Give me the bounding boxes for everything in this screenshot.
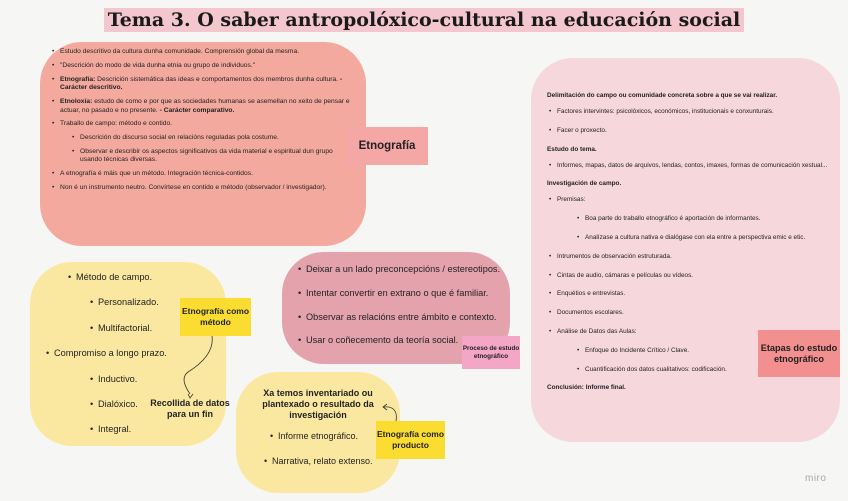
list-item: • Deixar a un lado preconcepcións / estereotipos. — [306, 264, 510, 275]
producto-heading: Xa temos inventariado ou plantexado o resultado da investigación — [262, 388, 374, 420]
list-item: • Método de campo. — [76, 272, 226, 283]
list-item: • Integral. — [98, 424, 226, 435]
list-item: • Boa parte do traballo etnográfico é aportación de informantes. — [585, 215, 830, 223]
term-label: Etnografía: — [60, 75, 98, 83]
list-item: • Cintas de audio, cámaras e películas ou vídeos. — [557, 272, 830, 280]
list-item: • Narrativa, relato extenso. — [272, 456, 392, 467]
stage-heading: Delimitación do campo ou comunidade concreta sobre a que se vai realizar. — [547, 92, 778, 99]
list-item: • Analízase a cultura nativa e dialógase con ela entre a perspectiva emic e etic. — [585, 234, 830, 242]
list-item: • Documentos escolares. — [557, 309, 830, 317]
list-item: • Multifactorial. — [98, 323, 226, 334]
stage-heading: Conclusión: Informe final. — [547, 384, 626, 392]
list-item: • Enfoque do Incidente Crítico / Clave. — [585, 347, 830, 355]
item-text: A etnografía é máis que un método. Integración técnica-contidos. — [60, 170, 253, 178]
list-item: • Enquétios e entrevistas. — [557, 290, 830, 298]
item-text: estudo de como e por que as sociedades humanas se asemellan no xeito de pensar e actuar, no pasado e no presente. — [60, 97, 350, 114]
list-item: • Dialóxico. — [98, 399, 226, 410]
item-text: Traballo de campo: método e contido. — [60, 120, 173, 128]
list-item: • Usar o coñecemento da teoría social. — [306, 335, 510, 346]
list-item: • Inductivo. — [98, 374, 226, 385]
sticky-etnografia[interactable]: Etnografía — [346, 127, 428, 165]
page-title: Tema 3. O saber antropolóxico-cultural na educación social — [104, 8, 745, 32]
miro-watermark: miro — [805, 473, 827, 484]
list-item: • Facer o proxecto. — [557, 127, 830, 135]
item-text: Descrición sistemática das ideas e comportamentos dos membros dunha cultura. — [97, 75, 340, 83]
item-emphasis: - Carácter comparativo. — [159, 106, 235, 114]
stage-heading: Investigación de campo. — [547, 180, 622, 188]
list-item: • Intentar convertir en extrano o que é familiar. — [306, 288, 510, 299]
sticky-producto[interactable]: Etnografía como producto — [376, 421, 445, 459]
item-text: Non é un instrumento neutro. Convírtese en contido e método (observador / investigador). — [60, 184, 327, 192]
list-item: • Cuantificación dos datos cualitativos: codificación. — [585, 366, 830, 374]
list-item: • Observar as relacións entre ámbito e contexto. — [306, 312, 510, 323]
list-item: • Análise de Datos das Aulas: — [557, 328, 830, 336]
list-item: • Informes, mapas, datos de arquivos, lendas, contos, imaxes, formas de comunicación xestual... — [557, 162, 830, 170]
list-item: • Personalizado. — [98, 297, 226, 308]
list-item: • Premisas: — [557, 196, 830, 204]
list-item: • Informe etnográfico. — [278, 431, 392, 442]
recollida-note: Recollida de datos para un fin — [150, 398, 230, 419]
connector-arrow — [184, 336, 212, 394]
sticky-proceso[interactable]: Proceso de estudo etnográfico — [462, 336, 520, 369]
list-item: • Factores intervintes: psicolóxicos, económicos, institucionais e conxunturais. — [557, 108, 830, 116]
arrow-head — [188, 394, 193, 398]
item-text: "Descrición do modo de vida dunha etnia ou grupo de individuos." — [60, 61, 256, 69]
stage-heading: Estudo do tema. — [547, 145, 597, 153]
item-text: Descrición do discurso social en relacións reguladas pola costume. — [80, 134, 279, 142]
item-text: Estudo descritivo da cultura dunha comunidade. Comprensión global da mesma. — [60, 48, 300, 55]
term-label: Etnoloxía: — [60, 97, 95, 105]
list-item: • Intrumentos de observación estruturada. — [557, 253, 830, 261]
sticky-metodo[interactable]: Etnografía como método — [180, 298, 251, 336]
sticky-etapas[interactable]: Etapas do estudo etnográfico — [758, 330, 840, 377]
item-text: Observar e describir os aspectos significativos da vida material e espiritual dun grupo usando técnicas diversas. — [80, 147, 333, 164]
item-emphasis: - Carácter descritivo. — [60, 75, 343, 92]
list-item: • Compromiso a longo prazo. — [54, 348, 226, 359]
